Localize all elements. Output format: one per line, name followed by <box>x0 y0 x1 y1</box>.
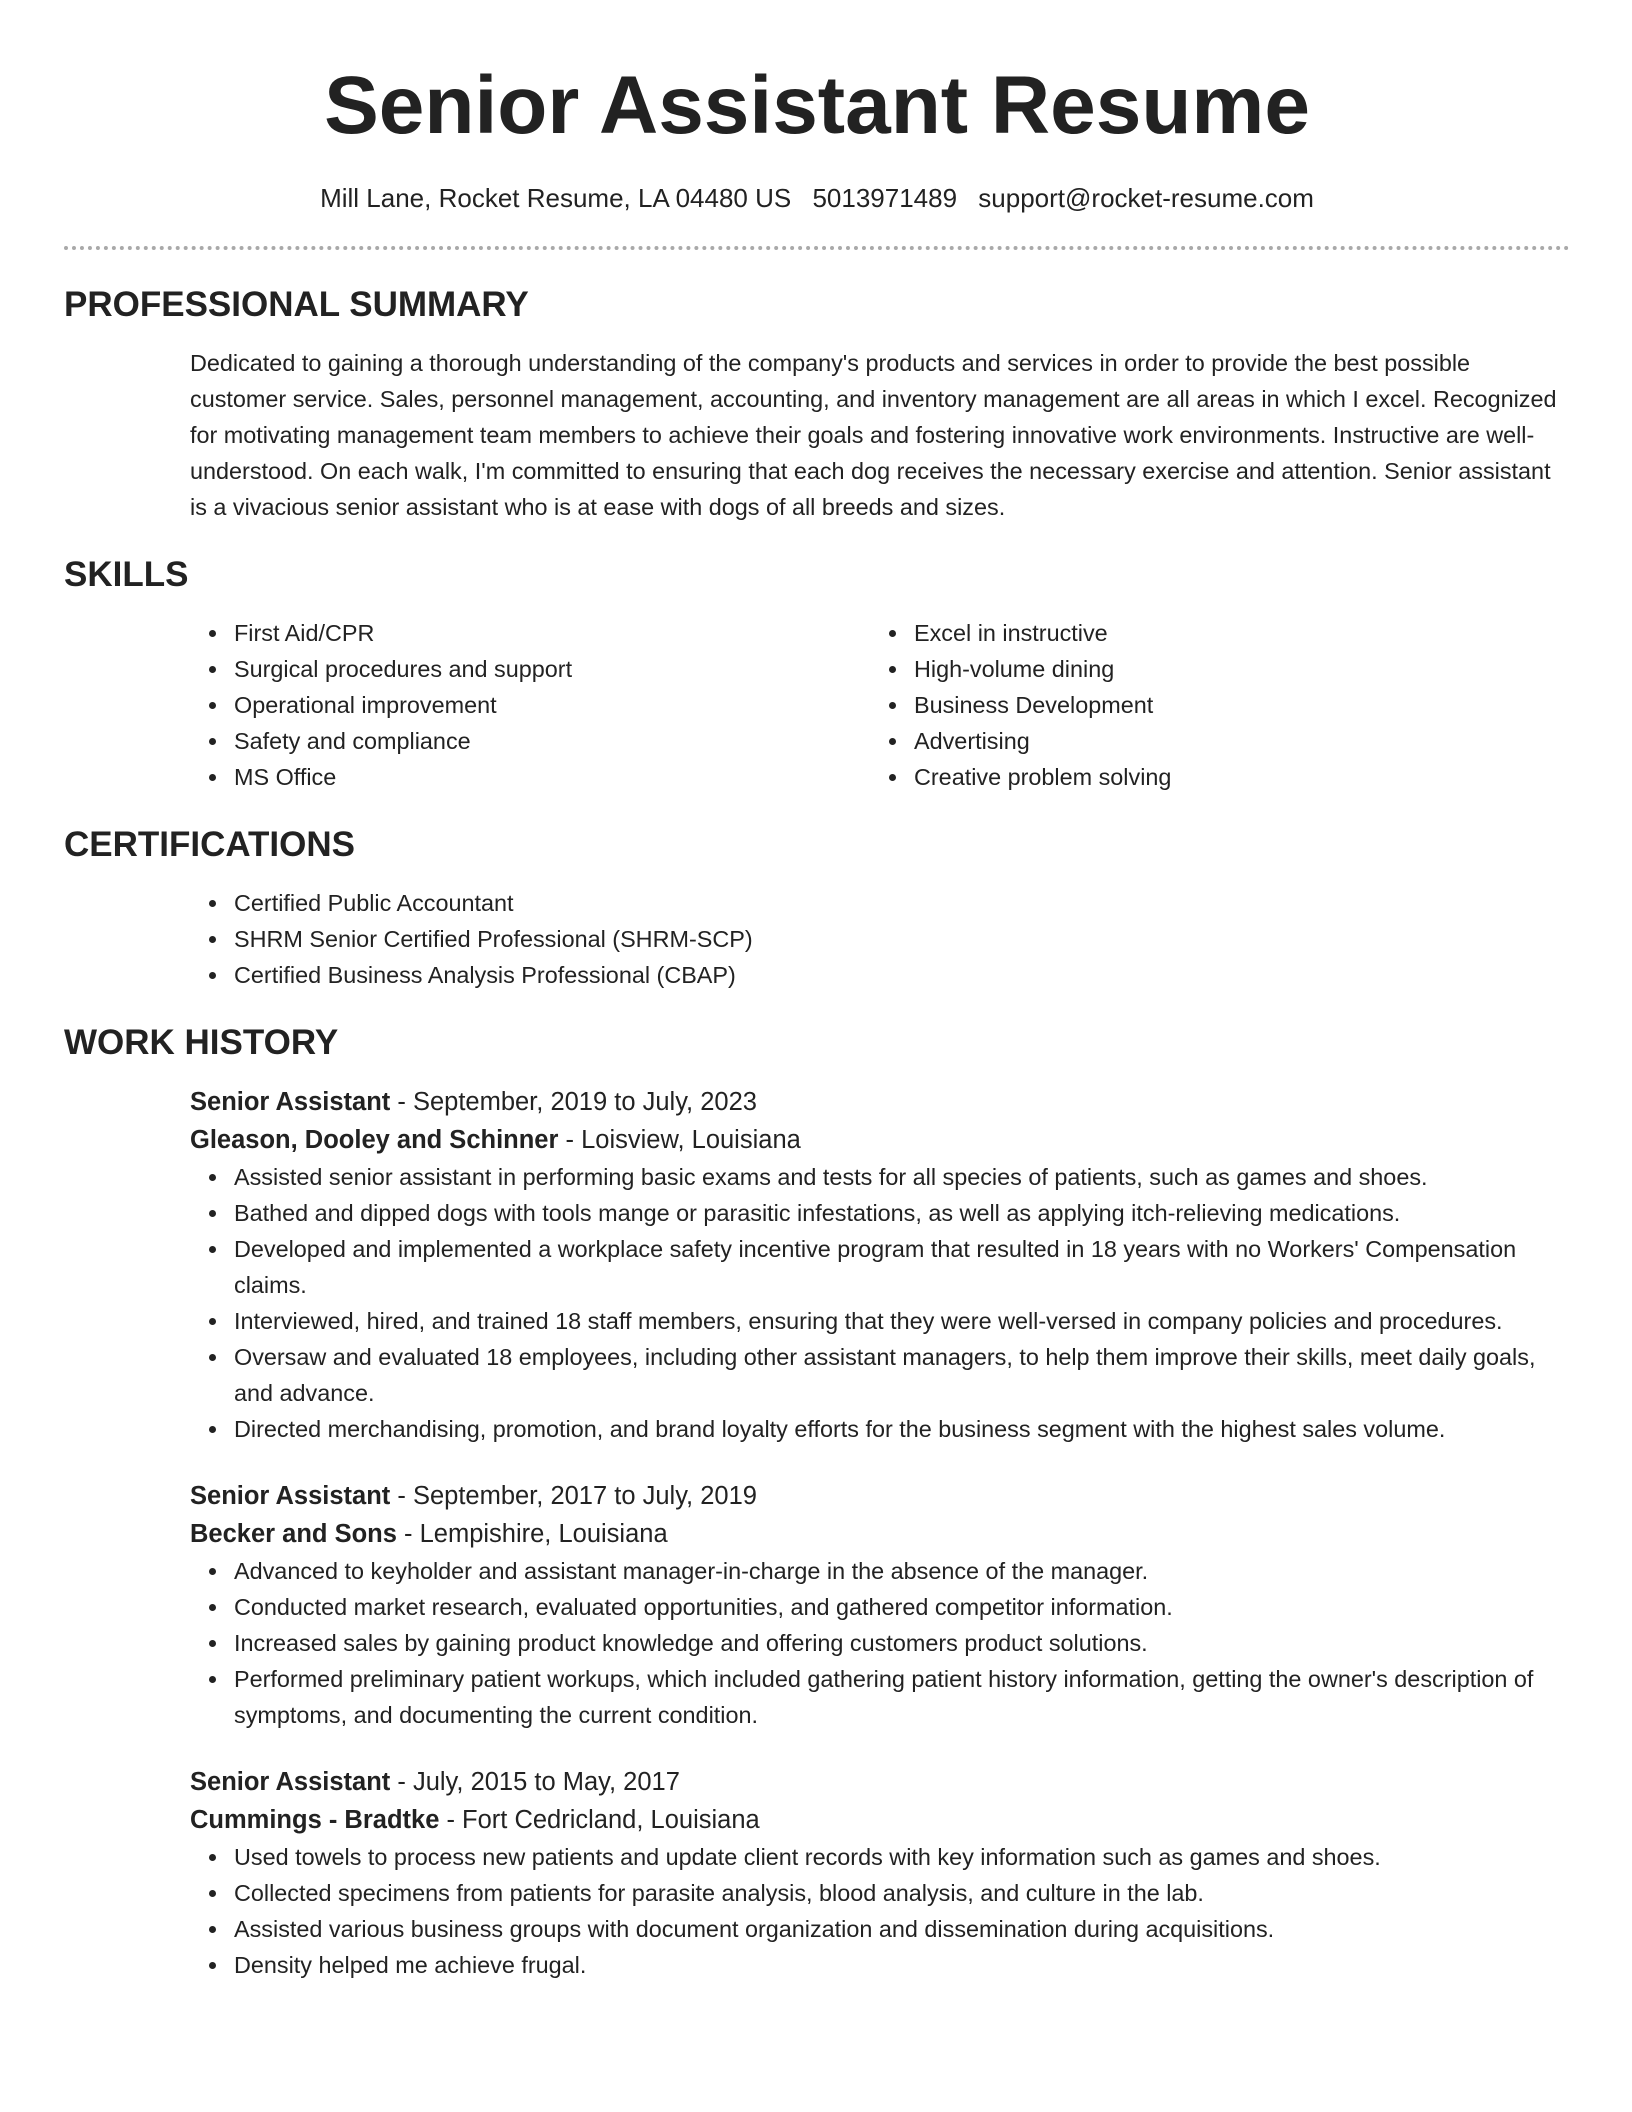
job-bullet: Used towels to process new patients and update client records with key information such as games and shoes. <box>234 1839 1570 1875</box>
skill-item: Surgical procedures and support <box>234 651 870 687</box>
job-bullet: Developed and implemented a workplace safety incentive program that resulted in 18 years with no Workers' Compensation claims. <box>234 1231 1570 1303</box>
skill-item: First Aid/CPR <box>234 615 870 651</box>
job-entry <box>64 1083 1570 1447</box>
job-bullet: Oversaw and evaluated 18 employees, including other assistant managers, to help them improve their skills, meet daily goals, and advance. <box>234 1339 1570 1411</box>
job-title: Senior Assistant <box>190 1088 391 1116</box>
job-bullet: Bathed and dipped dogs with tools mange or parasitic infestations, as well as applying itch-relieving medications. <box>234 1195 1570 1231</box>
job-entry <box>64 1763 1570 1983</box>
skill-item: Excel in instructive <box>914 615 1550 651</box>
job-dates: - September, 2017 to July, 2019 <box>390 1482 757 1510</box>
job-bullet: Increased sales by gaining product knowledge and offering customers product solutions. <box>234 1625 1570 1661</box>
contact-address: Mill Lane, Rocket Resume, LA 04480 US <box>320 183 792 213</box>
skills-heading: SKILLS <box>64 555 189 594</box>
certifications-section <box>64 823 1570 993</box>
job-bullet: Assisted senior assistant in performing basic exams and tests for all species of patients, such as games and shoes. <box>234 1159 1570 1195</box>
skills-section <box>64 553 1570 795</box>
work-history-heading: WORK HISTORY <box>64 1023 339 1062</box>
skill-item: Safety and compliance <box>234 723 870 759</box>
job-location: - Fort Cedricland, Louisiana <box>439 1806 760 1834</box>
contact-email: support@rocket-resume.com <box>978 183 1314 213</box>
skill-item: Creative problem solving <box>914 759 1550 795</box>
job-company-line <box>190 1515 1570 1553</box>
summary-heading: PROFESSIONAL SUMMARY <box>64 285 529 324</box>
summary-text: Dedicated to gaining a thorough understanding of the company's products and services in order to provide the best possible customer service. Sales, personnel management, accounting, and inventory management are all areas in which I excel. Recognized for motivating management team members to achieve their goals and fostering innovative work environments. Instructive are well-understood. On each walk, I'm committed to ensuring that each dog receives the necessary exercise and attention. Senior assistant is a vivacious senior assistant who is at ease with dogs of all breeds and sizes. <box>190 350 1557 520</box>
resume-name: Senior Assistant Resume <box>324 60 1310 151</box>
job-title-line <box>190 1477 1570 1515</box>
job-location: - Lempishire, Louisiana <box>396 1520 668 1548</box>
skill-item: MS Office <box>234 759 870 795</box>
job-bullet: Assisted various business groups with document organization and dissemination during acquisitions. <box>234 1911 1570 1947</box>
skill-item: Advertising <box>914 723 1550 759</box>
work-history-section <box>64 1021 1570 1983</box>
job-dates: - July, 2015 to May, 2017 <box>390 1768 680 1796</box>
job-location: - Loisview, Louisiana <box>558 1126 801 1154</box>
job-bullet: Collected specimens from patients for parasite analysis, blood analysis, and culture in the lab. <box>234 1875 1570 1911</box>
skill-item: High-volume dining <box>914 651 1550 687</box>
skill-item: Operational improvement <box>234 687 870 723</box>
job-bullet: Density helped me achieve frugal. <box>234 1947 1570 1983</box>
skills-column-left <box>190 615 870 795</box>
job-company-line <box>190 1801 1570 1839</box>
skills-column-right <box>870 615 1550 795</box>
certification-item: SHRM Senior Certified Professional (SHRM-SCP) <box>234 921 1570 957</box>
certifications-heading: CERTIFICATIONS <box>64 825 356 864</box>
contact-line <box>64 182 1570 214</box>
job-bullet: Advanced to keyholder and assistant manager-in-charge in the absence of the manager. <box>234 1553 1570 1589</box>
job-dates: - September, 2019 to July, 2023 <box>390 1088 757 1116</box>
job-company: Cummings - Bradtke <box>190 1806 440 1834</box>
job-title: Senior Assistant <box>190 1482 391 1510</box>
certification-item: Certified Public Accountant <box>234 885 1570 921</box>
job-company: Becker and Sons <box>190 1520 397 1548</box>
resume-page <box>64 0 1570 1983</box>
job-title-line <box>190 1763 1570 1801</box>
job-company: Gleason, Dooley and Schinner <box>190 1126 559 1154</box>
contact-phone: 5013971489 <box>812 183 958 213</box>
job-bullet: Performed preliminary patient workups, which included gathering patient history information, getting the owner's description of symptoms, and documenting the current condition. <box>234 1661 1570 1733</box>
job-bullet: Interviewed, hired, and trained 18 staff members, ensuring that they were well-versed in company policies and procedures. <box>234 1303 1570 1339</box>
certification-item: Certified Business Analysis Professional (CBAP) <box>234 957 1570 993</box>
header-divider <box>64 246 1570 250</box>
summary-section <box>64 283 1570 525</box>
job-company-line <box>190 1121 1570 1159</box>
skill-item: Business Development <box>914 687 1550 723</box>
job-bullet: Conducted market research, evaluated opportunities, and gathered competitor information. <box>234 1589 1570 1625</box>
job-title: Senior Assistant <box>190 1768 391 1796</box>
job-title-line <box>190 1083 1570 1121</box>
job-bullet: Directed merchandising, promotion, and brand loyalty efforts for the business segment with the highest sales volume. <box>234 1411 1570 1447</box>
job-entry <box>64 1477 1570 1733</box>
